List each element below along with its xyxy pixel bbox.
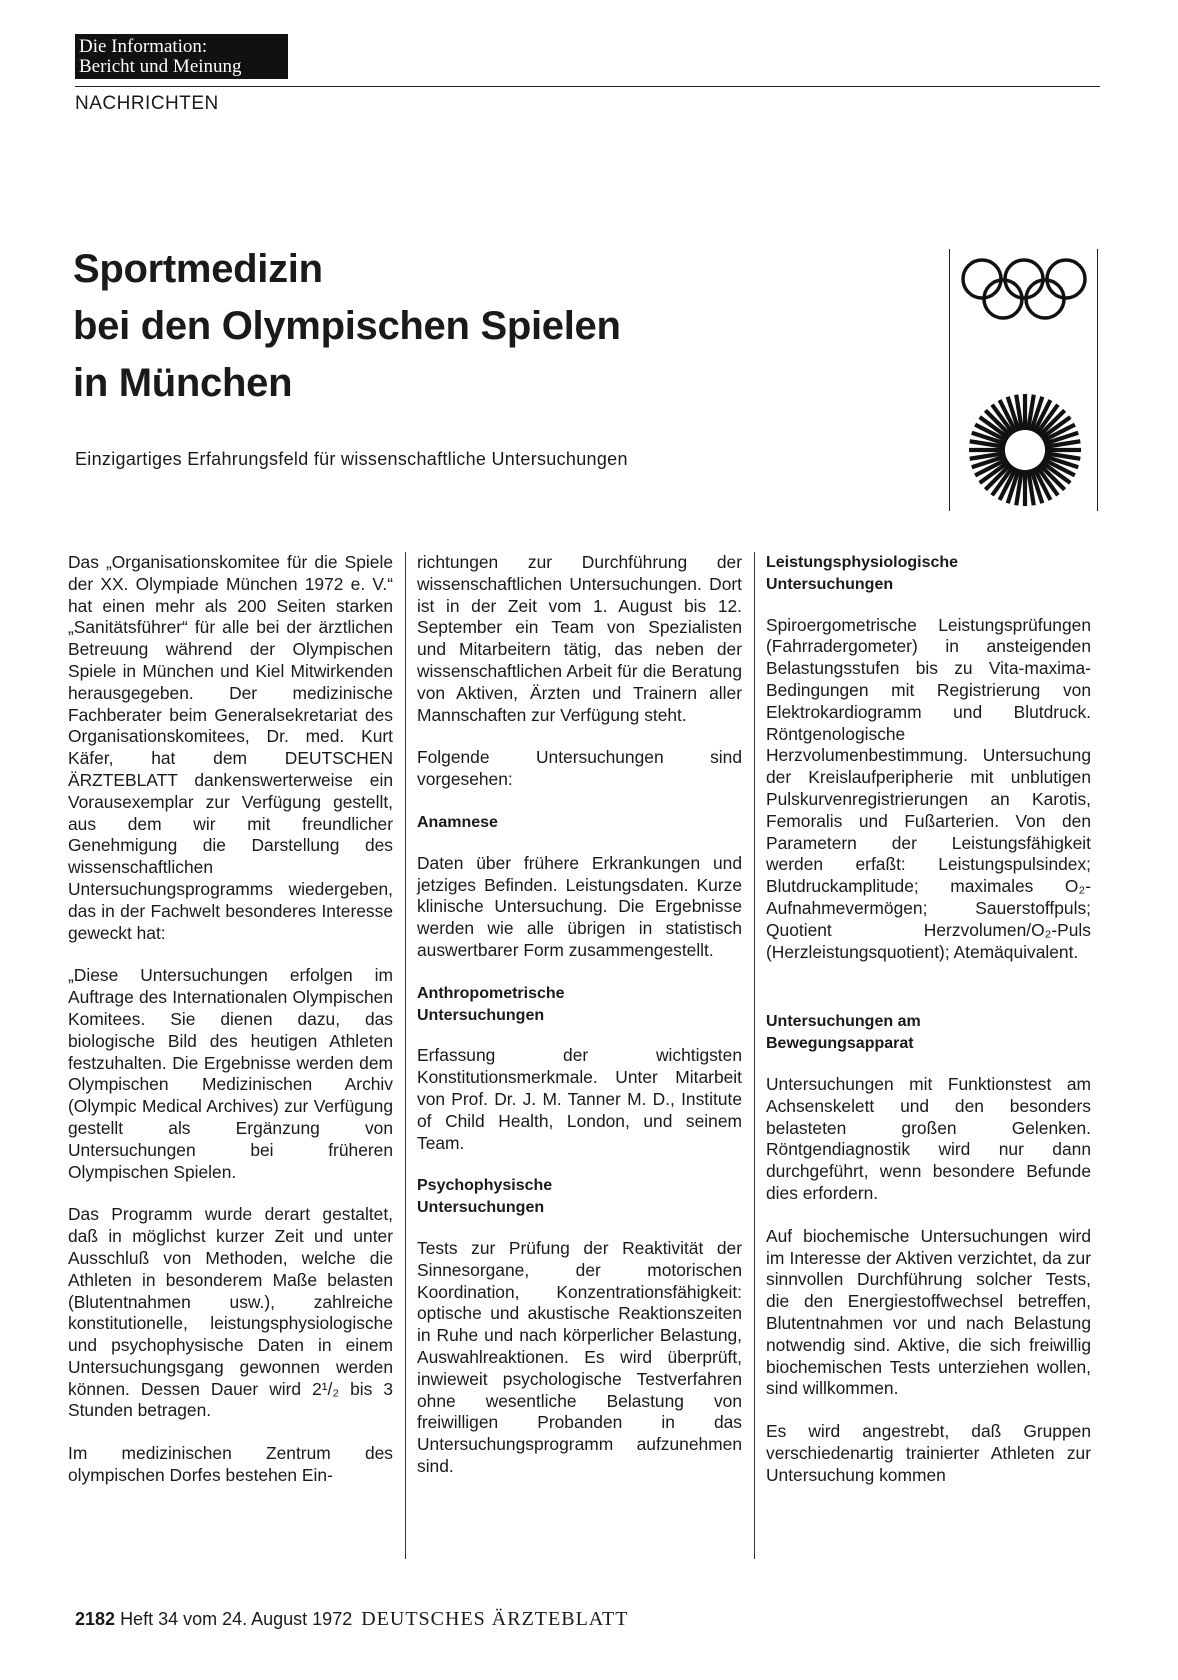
olympic-rings-icon bbox=[958, 255, 1090, 327]
paragraph: Spiroergometrische Leistungsprüfungen (Fahrradergometer) in ansteigenden Belastungsstufen bis zu Vita-maxima-Bedingungen mit Registrierung von Elektrokardiogramm und Blutdruck. Röntgenologische Herzvolumenbestimmung. Untersuchung der Kreislaufperipherie mit unblutigen Pulskurvenregistrierungen an Karotis, Femoralis und Fußarterien. Von den Parametern der Leistungsfähigkeit werden erfaßt: Leistungspulsindex; Blutdruckamplitude; maximales O₂-Aufnahmevermögen; Sauerstoffpuls; Quotient Herzvolumen/O₂-Puls (Herzleistungsquotient); Atemäquivalent. bbox=[766, 614, 1091, 962]
subheading-text: Untersuchungen bbox=[766, 575, 894, 593]
article-column-1 bbox=[68, 552, 393, 1508]
badge-line-1: Die Information: bbox=[79, 36, 208, 57]
subheading-psychophysik bbox=[417, 1175, 742, 1219]
title-line-2: bei den Olympischen Spielen bbox=[73, 304, 621, 348]
subheading-text: Untersuchungen bbox=[417, 1006, 545, 1024]
logo-rule-right bbox=[1097, 249, 1098, 511]
article-subtitle: Einzigartiges Erfahrungsfeld für wissenschaftliche Untersuchungen bbox=[75, 449, 628, 469]
section-badge bbox=[75, 34, 288, 79]
subheading-text: Bewegungsapparat bbox=[766, 1035, 914, 1053]
subheading-text: Untersuchungen am bbox=[766, 1013, 921, 1031]
page-number: 2182 bbox=[75, 1609, 116, 1629]
subheading-bewegungsapparat bbox=[766, 1011, 1091, 1055]
section-label: NACHRICHTEN bbox=[75, 93, 219, 114]
subheading-anthropometrie bbox=[417, 983, 742, 1027]
paragraph: Untersuchungen mit Funktionstest am Achsenskelett und den besonders belasteten großen Gelenken. Röntgendiagnostik wird nur dann durchgeführt, wenn besondere Befunde dies erfordern. bbox=[766, 1073, 1091, 1203]
paragraph: Im medizinischen Zentrum des olympischen Dorfes bestehen Ein- bbox=[68, 1443, 393, 1486]
subheading-text: Leistungsphysiologische bbox=[766, 554, 959, 571]
subheading-text: Untersuchungen bbox=[417, 1199, 545, 1217]
subheading-anamnese bbox=[417, 812, 742, 834]
paragraph: Folgende Untersuchungen sind vorgesehen: bbox=[417, 747, 742, 790]
paragraph: richtungen zur Durchführung der wissenschaftlichen Untersuchungen. Dort ist in der Zeit vom 1. August bis 12. September ein Team von Spezialisten und Mitarbeitern tätig, das neben der wissenschaftlichen Arbeit für die Beratung von Aktiven, Ärzten und Trainern aller Mannschaften zur Verfügung steht. bbox=[417, 552, 742, 725]
badge-line-2: Bericht und Meinung bbox=[79, 56, 242, 77]
magazine-name: DEUTSCHES ÄRZTEBLATT bbox=[361, 1608, 629, 1630]
paragraph: Auf biochemische Untersuchungen wird im Interesse der Aktiven verzichtet, da zur sinnvollen Durchführung solcher Tests, die den Energiestoffwechsel betreffen, Blutentnahmen vor und nach Belastung notwendig sind. Aktive, die sich freiwillig biochemischen Tests unterziehen wollen, sind willkommen. bbox=[766, 1225, 1091, 1399]
paragraph: Es wird angestrebt, daß Gruppen verschiedenartig trainierter Athleten zur Untersuchung kommen bbox=[766, 1421, 1091, 1485]
paragraph: Erfassung der wichtigsten Konstitutionsmerkmale. Unter Mitarbeit von Prof. Dr. J. M. Tanner M. D., Institute of Child Health, London, und seinem Team. bbox=[417, 1045, 742, 1153]
paragraph: Tests zur Prüfung der Reaktivität der Sinnesorgane, der motorischen Koordination, Konzentrationsfähigkeit: optische und akustische Reaktionszeiten in Ruhe und nach körperlicher Belastung, Auswahlreaktionen. Es wird überprüft, inwieweit psychologische Testverfahren ohne wesentliche Belastung von freiwilligen Probanden in das Untersuchungsprogramm aufzunehmen sind. bbox=[417, 1237, 742, 1476]
header-rule bbox=[75, 86, 1100, 87]
logo-rule-left bbox=[949, 249, 950, 511]
article-column-2 bbox=[417, 552, 742, 1499]
column-rule-1 bbox=[405, 552, 406, 1559]
page-footer bbox=[75, 1608, 628, 1631]
paragraph: Daten über frühere Erkrankungen und jetziges Befinden. Leistungsdaten. Kurze klinische Untersuchung. Die Ergebnisse werden wie alle übrigen in statistisch auswertbarer Form zusammengestellt. bbox=[417, 852, 742, 960]
paragraph: Das Programm wurde derart gestaltet, daß in möglichst kurzer Zeit und unter Ausschluß von Methoden, welche die Athleten in besonderem Maße belasten (Blutentnahmen usw.), zahlreiche konstitutionelle, leistungsphysiologische und psychophysische Daten in einem Untersuchungsgang gewonnen werden können. Dessen Dauer wird 2¹/₂ bis 3 Stunden betragen. bbox=[68, 1204, 393, 1421]
paragraph: „Diese Untersuchungen erfolgen im Auftrage des Internationalen Olympischen Komitees. Sie dienen dazu, das biologische Bild des heutigen Athleten festzuhalten. Die Ergebnisse werden dem Olympischen Medizinischen Archiv (Olympic Medical Archives) zur Verfügung gestellt als Ergänzung von Untersuchungen bei früheren Olympischen Spielen. bbox=[68, 965, 393, 1182]
issue-info: Heft 34 vom 24. August 1972 bbox=[120, 1609, 353, 1629]
subheading-text: Anthropometrische bbox=[417, 984, 565, 1002]
article-column-3 bbox=[766, 552, 1091, 1507]
title-line-1: Sportmedizin bbox=[73, 247, 323, 291]
title-line-3: in München bbox=[73, 361, 293, 405]
munich-1972-sunburst-icon bbox=[960, 390, 1090, 510]
article-title bbox=[73, 241, 873, 412]
subheading-text: Anamnese bbox=[417, 813, 498, 831]
subheading-leistungsphysiologie bbox=[766, 552, 1091, 596]
column-rule-2 bbox=[754, 552, 755, 1559]
subheading-text: Psychophysische bbox=[417, 1177, 553, 1195]
paragraph: Das „Organisationskomitee für die Spiele der XX. Olympiade München 1972 e. V.“ hat einen mehr als 200 Seiten starken „Sanitätsführer“ für alle bei der ärztlichen Betreuung während der Olympischen Spiele in München und Kiel Mitwirkenden herausgegeben. Der medizinische Fachberater beim Generalsekretariat des Organisationskomitees, Dr. med. Kurt Käfer, hat dem DEUTSCHEN ÄRZTEBLATT dankenswerterweise ein Vorausexemplar zur Verfügung gestellt, aus dem wir mit freundlicher Genehmigung die Darstellung des wissenschaftlichen Untersuchungsprogramms wiedergeben, das in der Fachwelt besonderes Interesse geweckt hat: bbox=[68, 552, 393, 943]
